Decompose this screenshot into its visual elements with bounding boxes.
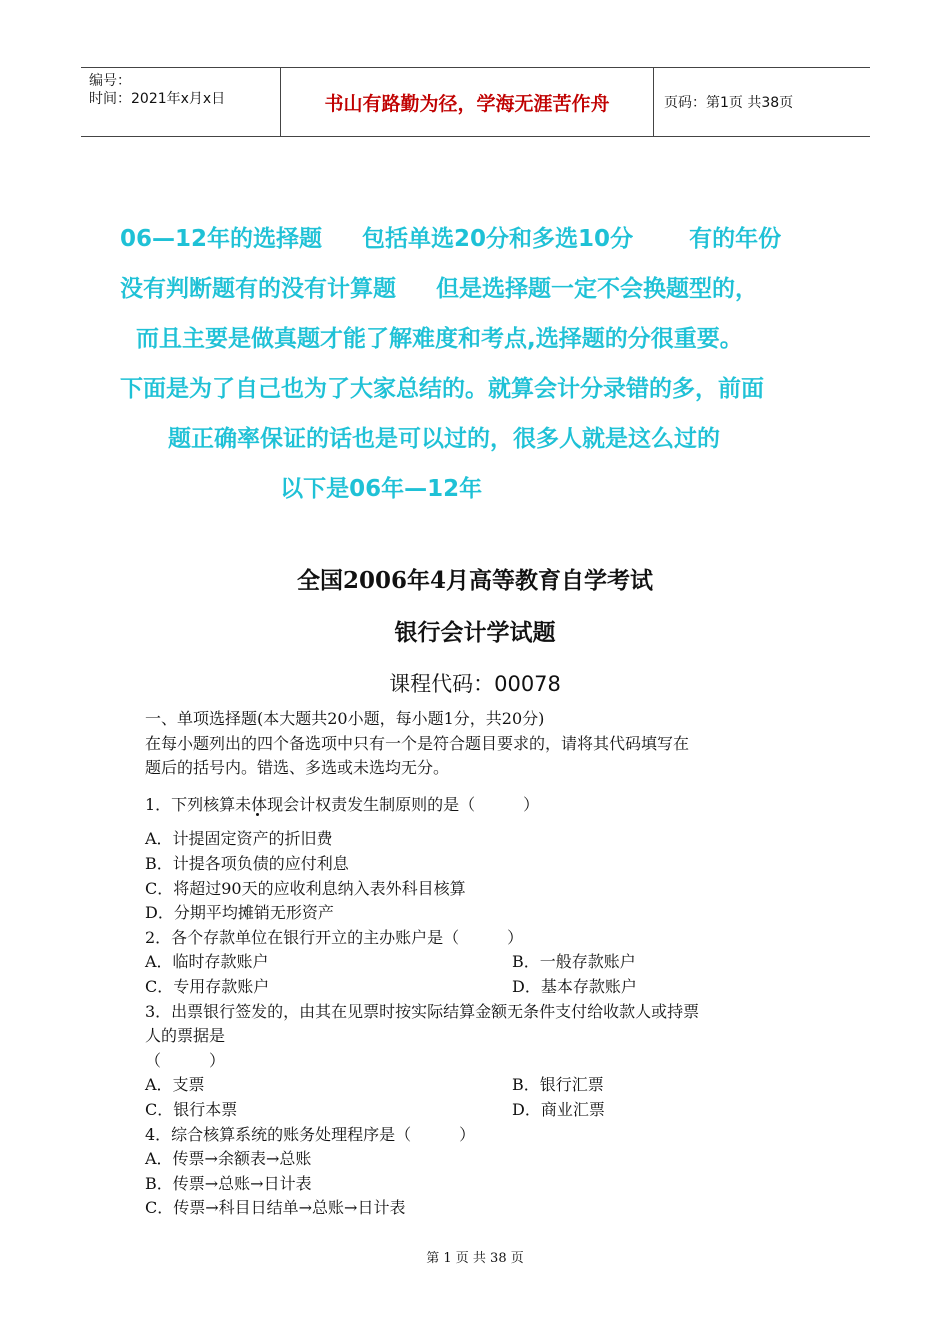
option: B．银行汇票 [512, 1075, 604, 1095]
header-page-info: 页码：第1页 共38页 [664, 95, 794, 111]
option: A．计提固定资产的折旧费 [145, 829, 333, 849]
intro-line: 题正确率保证的话也是可以过的，很多人就是这么过的 [120, 426, 721, 452]
intro-line: 以下是06年—12年 [120, 476, 483, 502]
page-header [81, 67, 870, 137]
answer-paren: （ ） [145, 1050, 226, 1070]
question-2: 2．各个存款单位在银行开立的主办账户是（ ） [145, 927, 524, 947]
intro-line: 下面是为了自己也为了大家总结的。就算会计分录错的多，前面 [120, 376, 764, 402]
spacer [145, 817, 825, 827]
option: D．分期平均摊销无形资产 [145, 903, 334, 923]
question-1: 1．下列核算未体现会计权责发生制原则的是（ ） [145, 794, 540, 814]
course-code: 课程代码：00078 [389, 672, 561, 696]
question-4: 4．综合核算系统的账务处理程序是（ ） [145, 1124, 476, 1144]
option: D．基本存款账户 [512, 976, 637, 996]
question-3-cont: 人的票据是 [145, 1026, 226, 1046]
section-heading: 一、单项选择题(本大题共20小题，每小题1分，共20分) [145, 709, 545, 728]
option-row [145, 950, 825, 975]
option: A．支票 [145, 1075, 205, 1095]
header-time: 时间：2021年x月x日 [89, 91, 226, 107]
option: B．计提各项负债的应付利息 [145, 853, 349, 873]
header-code-label: 编号： [89, 73, 131, 89]
question-section [145, 707, 825, 1221]
intro-line: 而且主要是做真题才能了解难度和考点,选择题的分很重要。 [120, 326, 743, 352]
exam-subject: 银行会计学试题 [394, 619, 556, 646]
option: C．银行本票 [145, 1099, 238, 1119]
option: A．临时存款账户 [145, 952, 269, 972]
option-row [145, 1073, 825, 1098]
intro-note [120, 214, 880, 514]
option: B．传票→总账→日计表 [145, 1173, 312, 1193]
header-motto: 书山有路勤为径，学海无涯苦作舟 [281, 68, 654, 136]
page-footer: 第 1 页 共 38 页 [426, 1251, 524, 1266]
exam-title: 全国2006年4月高等教育自学考试 [296, 567, 654, 594]
question-3: 3．出票银行签发的，由其在见票时按实际结算金额无条件支付给收款人或持票 [145, 1001, 700, 1021]
option: D．商业汇票 [512, 1099, 605, 1119]
option: B．一般存款账户 [512, 952, 636, 972]
header-meta [81, 68, 281, 136]
option: A．传票→余额表→总账 [145, 1149, 312, 1169]
option: C．专用存款账户 [145, 976, 270, 996]
option: C．将超过90天的应收利息纳入表外科目核算 [145, 878, 466, 898]
spacer [145, 781, 825, 793]
section-instruction: 题后的括号内。错选、多选或未选均无分。 [145, 758, 450, 778]
option-row [145, 975, 825, 1000]
section-instruction: 在每小题列出的四个备选项中只有一个是符合题目要求的，请将其代码填写在 [145, 733, 690, 753]
intro-line: 06—12年的选择题 包括单选20分和多选10分 有的年份 [120, 226, 782, 252]
intro-line: 没有判断题有的没有计算题 但是选择题一定不会换题型的， [120, 276, 759, 302]
option-row [145, 1098, 825, 1123]
option: C．传票→科目日结单→总账→日计表 [145, 1198, 406, 1218]
